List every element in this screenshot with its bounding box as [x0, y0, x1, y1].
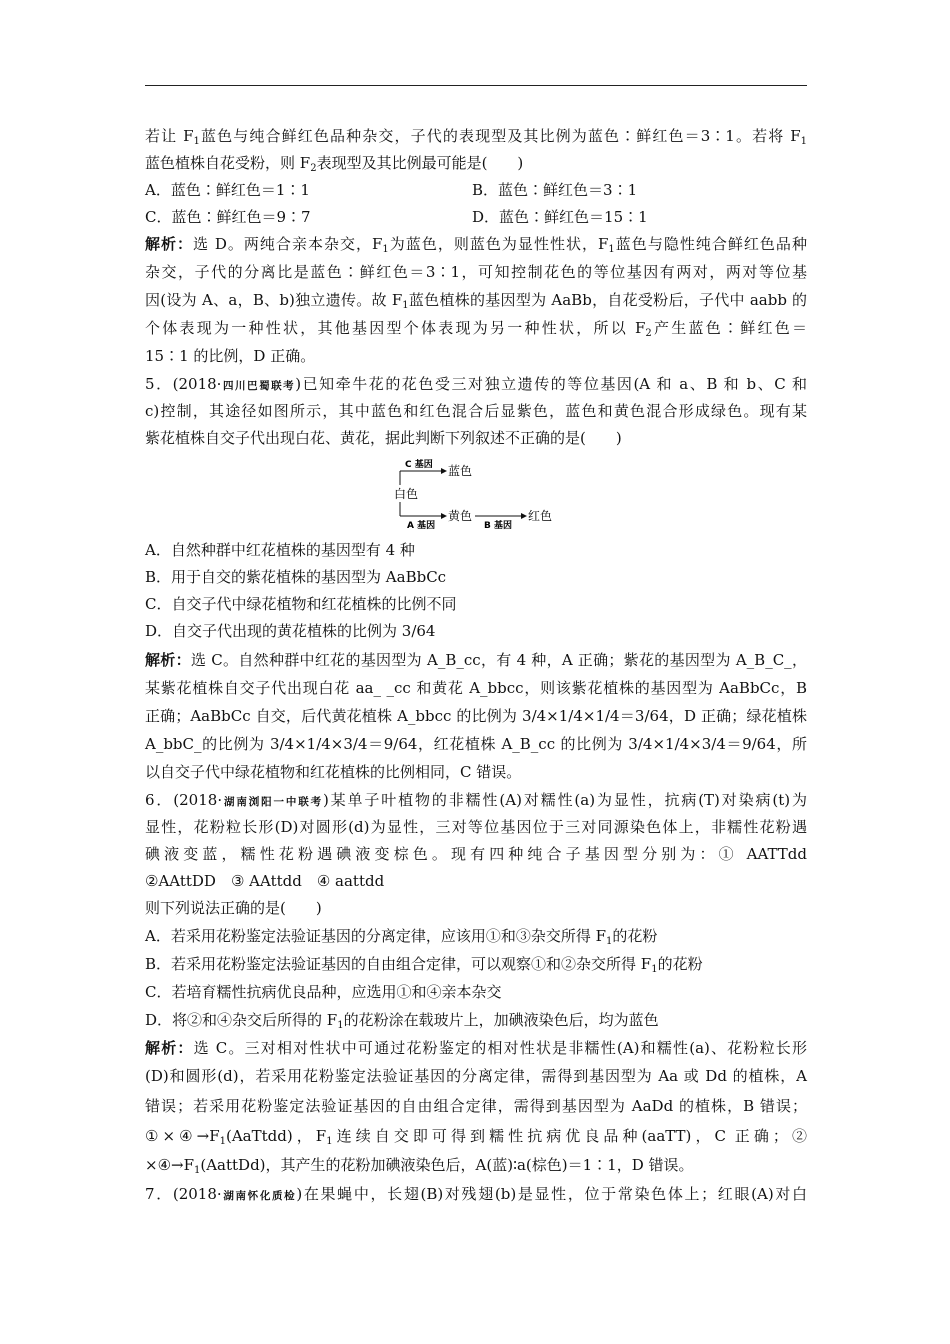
- q5-option-b: B．用于自交的紫花植株的基因型为 AaBbCc: [145, 568, 447, 586]
- q6-stem-line2: 显性，花粉粒长形(D)对圆形(d)为显性，三对等位基因位于三对同源染色体上，非糯性花粉遇: [145, 818, 807, 836]
- q7-stem-line1: 7．(2018·湖南怀化质检)在果蝇中，长翅(B)对残翅(b)是显性，位于常染色体上；红眼(A)对白: [145, 1185, 807, 1203]
- yellow-label: 黄色: [448, 509, 473, 523]
- q4-stem-line1: 若让 $F_1$蓝色与纯合鲜红色品种杂交，子代的表现型及其比例为蓝色∶鲜红色＝3∶1。若将 $F_1$: [145, 127, 807, 147]
- q4-solution-line4: 个体表现为一种性状，其他基因型个体表现为另一种性状，所以 $F_2$产生蓝色∶鲜红色＝: [145, 319, 807, 339]
- q5-solution-line3: 正确；AaBbCc 自交，后代黄花植株 A_bbcc 的比例为 3/4×1/4×1/4＝3/64，D 正确；绿花植株: [145, 707, 807, 725]
- q6-solution-line4: $①\times ④\to F_1(AaTtdd)$，$F_1$连续自交即可得到糯性抗病优良品种(aaTT)，C 正确；②: [145, 1127, 807, 1147]
- gene-a-label: A 基因: [407, 521, 436, 530]
- q7-source: 湖南怀化质检: [221, 1190, 297, 1202]
- q4-solution-line2: 杂交，子代的分离比是蓝色∶鲜红色＝3∶1，可知控制花色的等位基因有两对，两对等位基: [145, 263, 807, 281]
- header-rule: [145, 85, 807, 86]
- q6-option-c: C．若培育糯性抗病优良品种，应选用①和④亲本杂交: [145, 983, 502, 1001]
- gene-c-label: C 基因: [405, 460, 433, 470]
- red-label: 红色: [528, 509, 553, 523]
- q6-option-a: A．若采用花粉鉴定法验证基因的分离定律，应该用①和③杂交所得 $F_1$的花粉: [145, 927, 658, 947]
- q4-option-a: A．蓝色∶鲜红色＝1∶1: [145, 181, 310, 199]
- q4-stem-line2: 蓝色植株自花受粉，则 $F_2$表现型及其比例最可能是( ): [145, 154, 524, 174]
- q6-option-d: D．将②和④杂交后所得的 $F_1$的花粉涂在载玻片上，加碘液染色后，均为蓝色: [145, 1011, 659, 1031]
- q5-option-a: A．自然种群中红花植株的基因型有 4 种: [145, 541, 415, 559]
- q6-solution-line1: 解析：选 C。三对相对性状中可通过花粉鉴定的相对性状是非糯性(A)和糯性(a)、花粉粒长形: [145, 1039, 807, 1057]
- q6-solution-line3: 错误；若采用花粉鉴定法验证基因的自由组合定律，需得到基因型为 AaDd 的植株，B 错误；: [145, 1097, 807, 1115]
- q6-stem-line4: ②AAttDD ③ AAttdd ④ aattdd: [145, 872, 385, 890]
- q4-option-row1: [145, 180, 807, 200]
- gene-b-label: B 基因: [484, 521, 512, 530]
- q5-solution-line2: 某紫花植株自交子代出现白花 aa_ _cc 和黄花 A_bbcc，则该紫花植株的基因型为 AaBbCc，B: [145, 679, 807, 697]
- q6-solution-line2: (D)和圆形(d)，若采用花粉鉴定法验证基因的分离定律，需得到基因型为 Aa 或 Dd 的植株，A: [145, 1067, 807, 1085]
- q4-solution-line3: 因(设为 A、a，B、b)独立遗传。故 $F_1$蓝色植株的基因型为 AaBb，自花受粉后，子代中 aabb 的: [145, 291, 807, 311]
- q4-option-d: D．蓝色∶鲜红色＝15∶1: [472, 208, 648, 226]
- q6-solution-line5: $\times ④\to F_1(AattDd)$，其产生的花粉加碘液染色后，A(蓝)∶a(棕色)＝1∶1，D 错误。: [145, 1156, 694, 1176]
- q6-stem-line3: 碘液变蓝，糯性花粉遇碘液变棕色。现有四种纯合子基因型分别为：① AATTdd: [145, 845, 807, 863]
- q6-source: 湖南浏阳一中联考: [222, 796, 323, 808]
- q4-option-c: C．蓝色∶鲜红色＝9∶7: [145, 208, 311, 226]
- q4-option-b: B．蓝色∶鲜红色＝3∶1: [472, 181, 638, 199]
- white-label: 白色: [394, 487, 419, 501]
- q6-stem-line5: 则下列说法正确的是( ): [145, 899, 322, 917]
- q5-source: 四川巴蜀联考: [221, 380, 296, 392]
- q5-stem-line3: 紫花植株自交子代出现白花、黄花，据此判断下列叙述不正确的是( ): [145, 429, 622, 447]
- q4-option-row2: [145, 207, 807, 227]
- q5-option-c: C．自交子代中绿花植物和红花植株的比例不同: [145, 595, 457, 613]
- q5-option-d: D．自交子代出现的黄花植株的比例为 3/64: [145, 622, 436, 640]
- flower-color-pathway-diagram: [388, 455, 568, 530]
- q5-stem-line1: 5．(2018·四川巴蜀联考)已知牵牛花的花色受三对独立遗传的等位基因(A 和 a、B 和 b、C 和: [145, 375, 807, 393]
- q6-stem-line1: 6．(2018·湖南浏阳一中联考)某单子叶植物的非糯性(A)对糯性(a)为显性，抗病(T)对染病(t)为: [145, 791, 808, 809]
- q4-solution-line5: 15∶1 的比例，D 正确。: [145, 347, 316, 365]
- blue-label: 蓝色: [448, 464, 473, 478]
- q6-option-b: B．若采用花粉鉴定法验证基因的自由组合定律，可以观察①和②杂交所得 $F_1$的花粉: [145, 955, 703, 975]
- q5-solution-line1: 解析：选 C。自然种群中红花的基因型为 A_B_cc，有 4 种，A 正确；紫花的基因型为 A_B_C_，: [145, 651, 807, 669]
- q4-solution-line1: 解析：选 D。两纯合亲本杂交，$F_1$为蓝色，则蓝色为显性性状，$F_1$蓝色与隐性纯合鲜红色品种: [145, 235, 807, 255]
- q5-solution-line4: A_bbC_的比例为 3/4×1/4×3/4＝9/64，红花植株 A_B_cc 的比例为 3/4×1/4×3/4＝9/64，所: [145, 735, 807, 753]
- q5-stem-line2: c)控制，其途径如图所示，其中蓝色和红色混合后显紫色，蓝色和黄色混合形成绿色。现有某: [145, 402, 807, 420]
- q5-solution-line5: 以自交子代中绿花植物和红花植株的比例相同，C 错误。: [145, 763, 522, 781]
